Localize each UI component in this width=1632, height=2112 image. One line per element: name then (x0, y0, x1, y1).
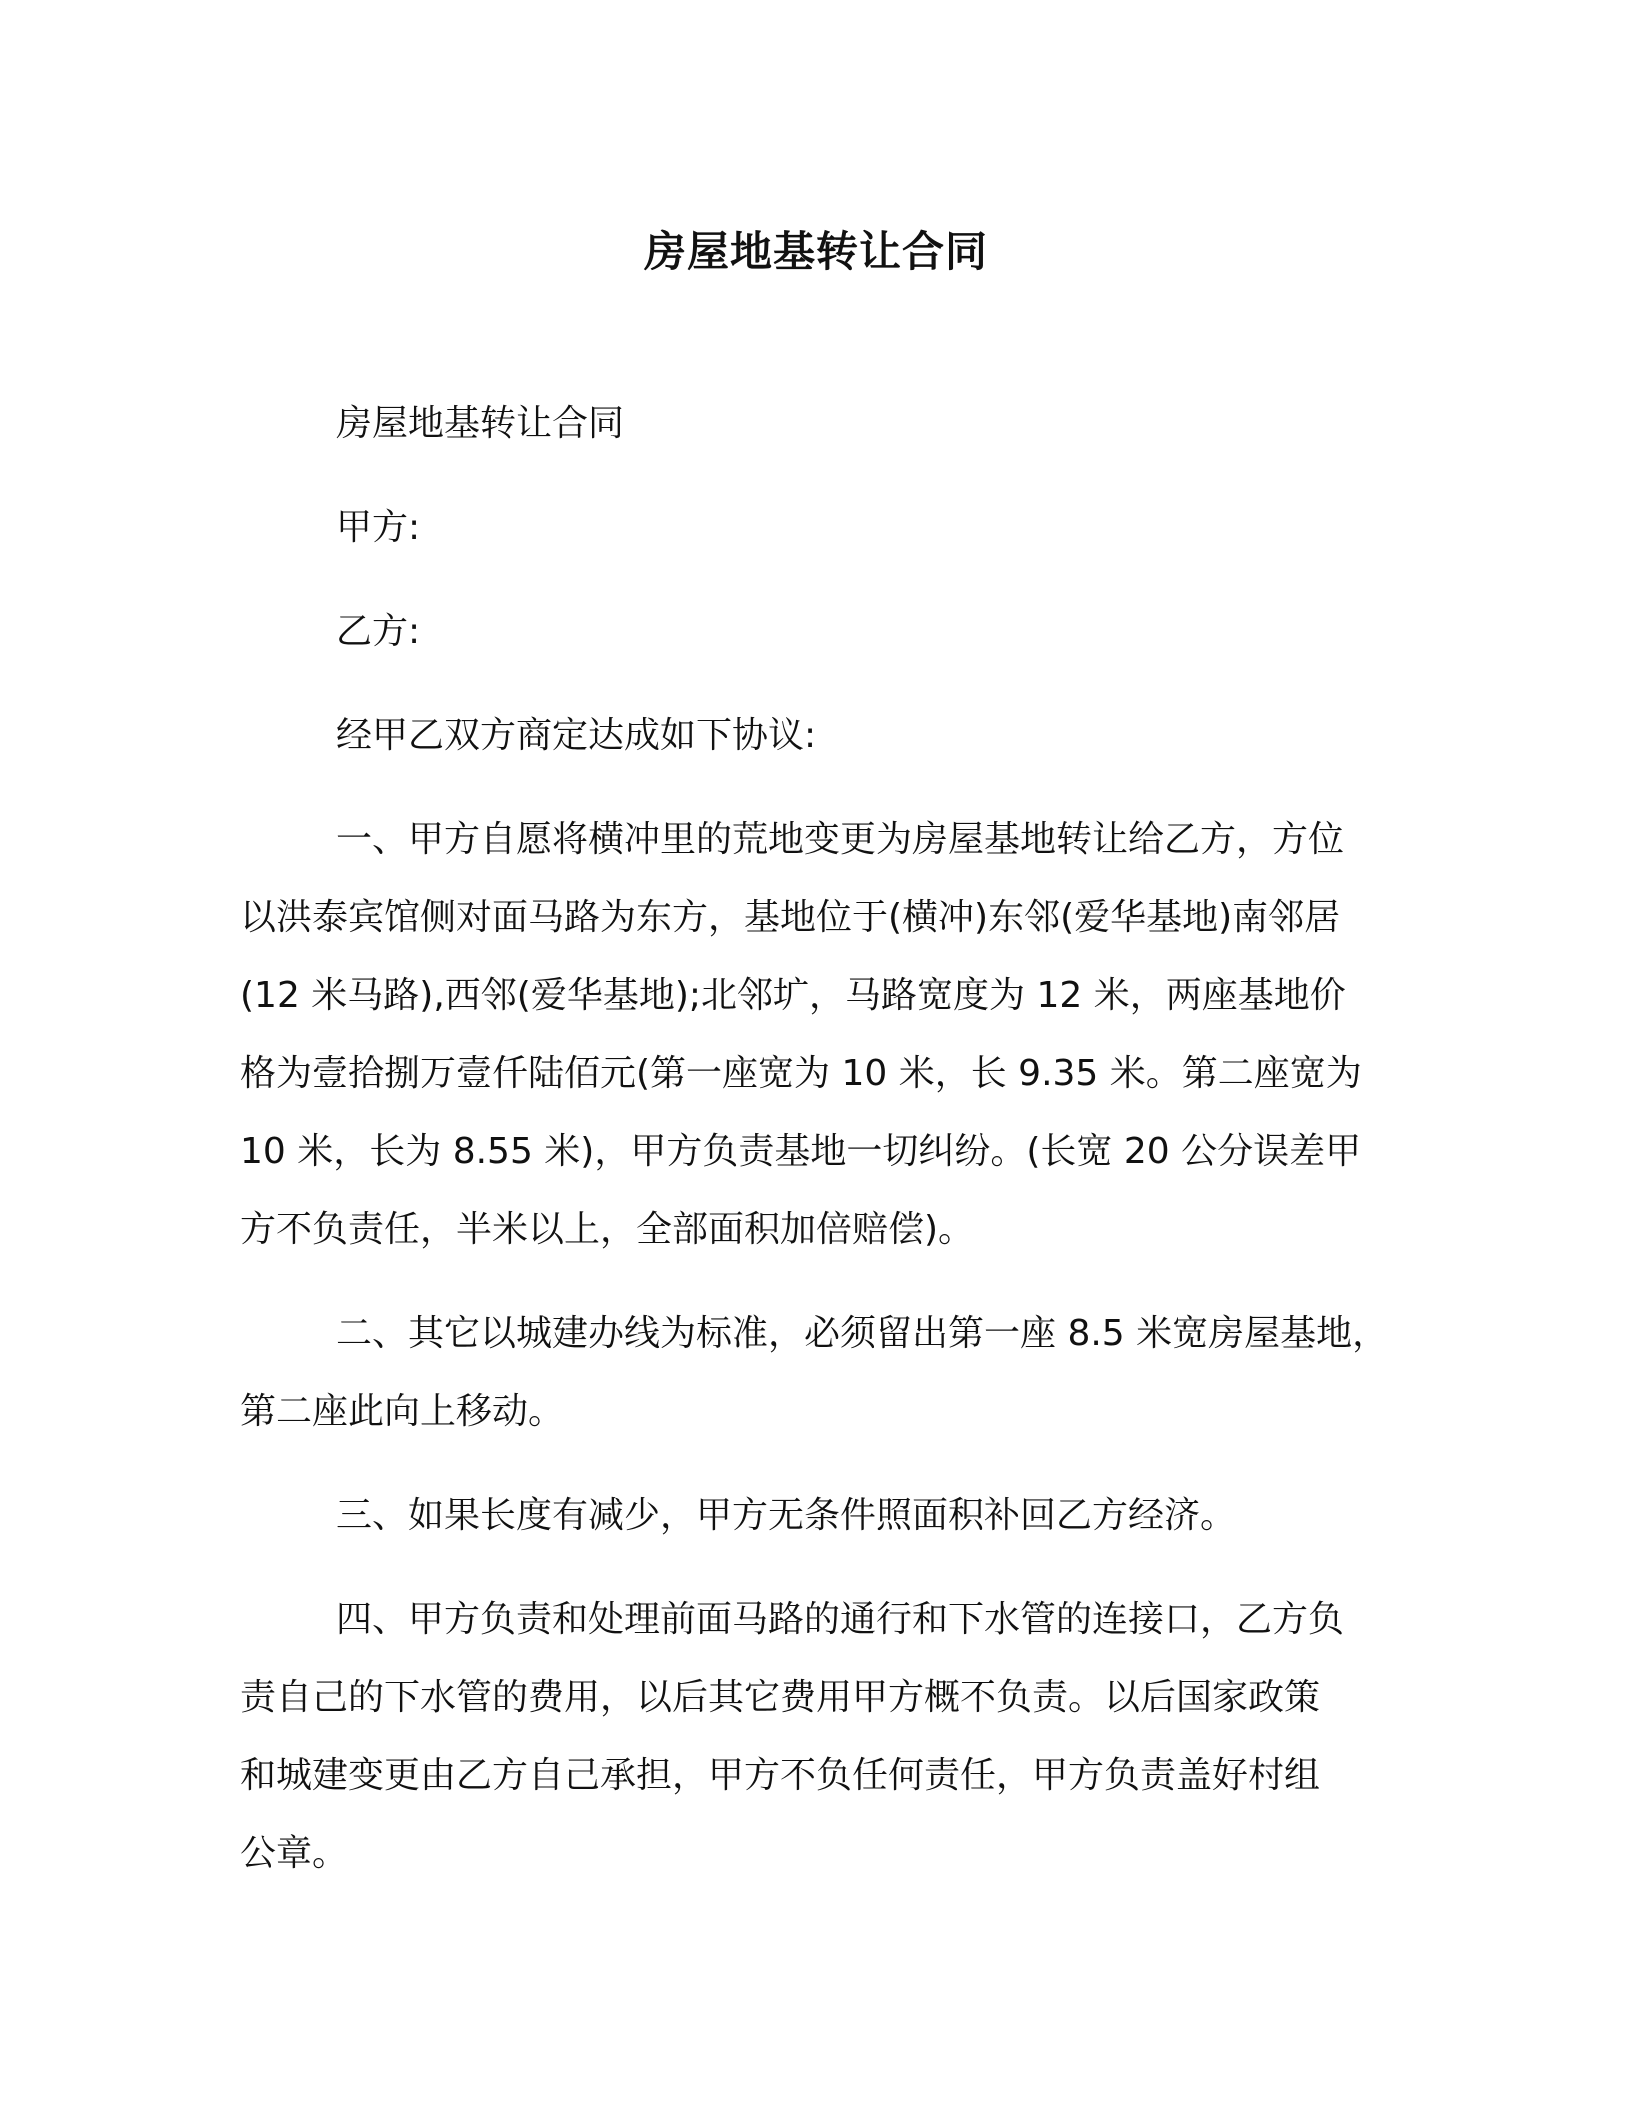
clause-1-line-6: 方不负责任，半米以上，全部面积加倍赔偿)。 (240, 1209, 975, 1250)
clause-2-line-2: 第二座此向上移动。 (240, 1391, 565, 1432)
clause-3-line-1: 三、如果长度有减少，甲方无条件照面积补回乙方经济。 (336, 1495, 1237, 1536)
clause-3 (240, 1477, 1390, 1555)
party-b (240, 593, 1390, 671)
clause-2 (240, 1295, 1390, 1451)
page-title: 房屋地基转让合同 (643, 227, 988, 276)
party-a (240, 489, 1390, 567)
intro-line: 经甲乙双方商定达成如下协议: (336, 715, 817, 756)
clause-1-line-4: 格为壹拾捌万壹仟陆佰元(第一座宽为 10 米，长 9.35 米。第二座宽为 (240, 1053, 1362, 1094)
document-body (240, 385, 1390, 1919)
clause-1-line-5: 10 米，长为 8.55 米)，甲方负责基地一切纠纷。(长宽 20 公分误差甲 (240, 1131, 1362, 1172)
clause-1-line-3: (12 米马路),西邻(爱华基地);北邻圹，马路宽度为 12 米，两座基地价 (240, 975, 1346, 1016)
clause-4-line-2: 责自己的下水管的费用，以后其它费用甲方概不负责。以后国家政策 (240, 1677, 1321, 1718)
party-a-line: 甲方: (336, 507, 421, 548)
clause-1-line-1: 一、甲方自愿将横冲里的荒地变更为房屋基地转让给乙方，方位 (336, 819, 1345, 860)
party-b-line: 乙方: (336, 611, 421, 652)
clause-4 (240, 1581, 1390, 1893)
intro (240, 697, 1390, 775)
clause-4-line-1: 四、甲方负责和处理前面马路的通行和下水管的连接口，乙方负 (336, 1599, 1345, 1640)
subtitle-line: 房屋地基转让合同 (336, 403, 625, 444)
clause-4-line-4: 公章。 (240, 1833, 349, 1874)
clause-1 (240, 801, 1390, 1269)
clause-4-line-3: 和城建变更由乙方自己承担，甲方不负任何责任，甲方负责盖好村组 (240, 1755, 1321, 1796)
clause-2-line-1: 二、其它以城建办线为标准，必须留出第一座 8.5 米宽房屋基地， (336, 1313, 1389, 1354)
subtitle (240, 385, 1390, 463)
clause-1-line-2: 以洪泰宾馆侧对面马路为东方，基地位于(横冲)东邻(爱华基地)南邻居 (240, 897, 1341, 938)
